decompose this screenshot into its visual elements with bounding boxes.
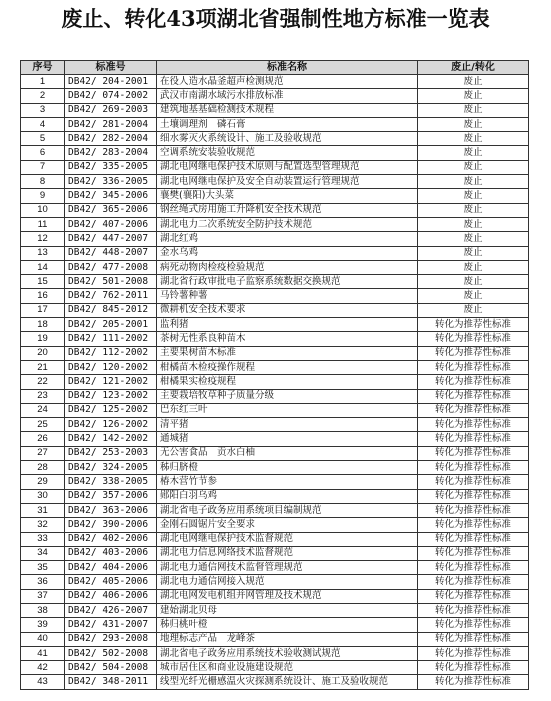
table-row xyxy=(21,117,529,131)
table-row xyxy=(21,646,529,660)
status-cell: 废止 xyxy=(418,289,529,303)
table-row xyxy=(21,203,529,217)
row-index: 6 xyxy=(21,146,65,160)
row-index: 35 xyxy=(21,561,65,575)
standard-name: 湖北省行政审批电子监察系统数据交换规范 xyxy=(157,275,418,289)
table-row xyxy=(21,661,529,675)
status-cell: 废止 xyxy=(418,132,529,146)
row-index: 32 xyxy=(21,518,65,532)
standard-name: 土壤调理剂 磷石膏 xyxy=(157,117,418,131)
table-row xyxy=(21,503,529,517)
row-index: 18 xyxy=(21,318,65,332)
row-index: 34 xyxy=(21,546,65,560)
page-title: 废止、转化43项湖北省强制性地方标准一览表 xyxy=(61,6,490,31)
standards-table xyxy=(20,60,529,690)
standard-number: DB42/ 501-2008 xyxy=(65,275,157,289)
standard-name: 湖北电力信息网络技术监督规范 xyxy=(157,546,418,560)
standard-name: 襄樊(襄阳)大头菜 xyxy=(157,189,418,203)
table-row xyxy=(21,475,529,489)
table-row xyxy=(21,461,529,475)
status-cell: 转化为推荐性标准 xyxy=(418,661,529,675)
row-index: 20 xyxy=(21,346,65,360)
standard-number: DB42/ 123-2002 xyxy=(65,389,157,403)
standard-name: 清平猪 xyxy=(157,418,418,432)
row-index: 10 xyxy=(21,203,65,217)
standard-number: DB42/ 477-2008 xyxy=(65,260,157,274)
standard-name: 秭归桃叶橙 xyxy=(157,618,418,632)
table-row xyxy=(21,246,529,260)
standard-name: 通城猪 xyxy=(157,432,418,446)
table-row xyxy=(21,75,529,89)
standard-number: DB42/ 269-2003 xyxy=(65,103,157,117)
standard-number: DB42/ 074-2002 xyxy=(65,89,157,103)
standard-name: 湖北电网发电机组并网管理及技术规范 xyxy=(157,589,418,603)
table-row xyxy=(21,375,529,389)
table-row xyxy=(21,360,529,374)
row-index: 11 xyxy=(21,217,65,231)
table-row xyxy=(21,403,529,417)
standard-name: 湖北红鸡 xyxy=(157,232,418,246)
table-row xyxy=(21,275,529,289)
status-cell: 转化为推荐性标准 xyxy=(418,403,529,417)
standard-name: 主要果树苗木标准 xyxy=(157,346,418,360)
header-index: 序号 xyxy=(21,61,65,75)
standard-name: 武汉市南湖水域污水排放标准 xyxy=(157,89,418,103)
row-index: 3 xyxy=(21,103,65,117)
row-index: 17 xyxy=(21,303,65,317)
standard-number: DB42/ 504-2008 xyxy=(65,661,157,675)
status-cell: 转化为推荐性标准 xyxy=(418,475,529,489)
header-status: 废止/转化 xyxy=(418,61,529,75)
status-cell: 废止 xyxy=(418,217,529,231)
standard-name: 主要栽培牧草种子质量分级 xyxy=(157,389,418,403)
table-row xyxy=(21,432,529,446)
status-cell: 转化为推荐性标准 xyxy=(418,618,529,632)
row-index: 9 xyxy=(21,189,65,203)
row-index: 27 xyxy=(21,446,65,460)
row-index: 15 xyxy=(21,275,65,289)
row-index: 33 xyxy=(21,532,65,546)
status-cell: 转化为推荐性标准 xyxy=(418,603,529,617)
standard-number: DB42/ 253-2003 xyxy=(65,446,157,460)
row-index: 39 xyxy=(21,618,65,632)
status-cell: 转化为推荐性标准 xyxy=(418,632,529,646)
standard-number: DB42/ 282-2004 xyxy=(65,132,157,146)
standard-number: DB42/ 447-2007 xyxy=(65,232,157,246)
standard-number: DB42/ 762-2011 xyxy=(65,289,157,303)
row-index: 29 xyxy=(21,475,65,489)
row-index: 13 xyxy=(21,246,65,260)
row-index: 30 xyxy=(21,489,65,503)
row-index: 24 xyxy=(21,403,65,417)
table-row xyxy=(21,589,529,603)
status-cell: 废止 xyxy=(418,175,529,189)
status-cell: 废止 xyxy=(418,189,529,203)
standard-name: 钢丝绳式房用施工升降机安全技术规范 xyxy=(157,203,418,217)
standard-name: 在役人造水晶釜超声检测规范 xyxy=(157,75,418,89)
standard-number: DB42/ 502-2008 xyxy=(65,646,157,660)
status-cell: 废止 xyxy=(418,75,529,89)
status-cell: 转化为推荐性标准 xyxy=(418,575,529,589)
table-row xyxy=(21,561,529,575)
row-index: 8 xyxy=(21,175,65,189)
standard-name: 巴东红三叶 xyxy=(157,403,418,417)
standard-name: 茶树无性系良种苗木 xyxy=(157,332,418,346)
status-cell: 废止 xyxy=(418,203,529,217)
status-cell: 转化为推荐性标准 xyxy=(418,346,529,360)
standard-name: 湖北电力通信网接入规范 xyxy=(157,575,418,589)
standard-number: DB42/ 390-2006 xyxy=(65,518,157,532)
standard-name: 湖北电网继电保护技术原则与配置选型管理规范 xyxy=(157,160,418,174)
standard-number: DB42/ 120-2002 xyxy=(65,360,157,374)
status-cell: 转化为推荐性标准 xyxy=(418,503,529,517)
standard-number: DB42/ 335-2005 xyxy=(65,160,157,174)
table-row xyxy=(21,532,529,546)
status-cell: 转化为推荐性标准 xyxy=(418,418,529,432)
standard-name: 空调系统安装验收规范 xyxy=(157,146,418,160)
status-cell: 转化为推荐性标准 xyxy=(418,646,529,660)
standard-number: DB42/ 404-2006 xyxy=(65,561,157,575)
row-index: 1 xyxy=(21,75,65,89)
table-row xyxy=(21,175,529,189)
standard-name: 湖北省电子政务应用系统技术验收测试规范 xyxy=(157,646,418,660)
standard-name: 金刚石圆锯片安全要求 xyxy=(157,518,418,532)
table-row xyxy=(21,318,529,332)
status-cell: 废止 xyxy=(418,103,529,117)
status-cell: 废止 xyxy=(418,275,529,289)
standard-number: DB42/ 406-2006 xyxy=(65,589,157,603)
table-row xyxy=(21,132,529,146)
standard-number: DB42/ 283-2004 xyxy=(65,146,157,160)
status-cell: 转化为推荐性标准 xyxy=(418,561,529,575)
standard-number: DB42/ 293-2008 xyxy=(65,632,157,646)
standard-number: DB42/ 403-2006 xyxy=(65,546,157,560)
status-cell: 转化为推荐性标准 xyxy=(418,489,529,503)
status-cell: 转化为推荐性标准 xyxy=(418,461,529,475)
standard-name: 马铃薯种薯 xyxy=(157,289,418,303)
standard-name: 城市居住区和商业设施建设规范 xyxy=(157,661,418,675)
row-index: 42 xyxy=(21,661,65,675)
status-cell: 转化为推荐性标准 xyxy=(418,389,529,403)
status-cell: 废止 xyxy=(418,117,529,131)
standard-name: 建始湖北贝母 xyxy=(157,603,418,617)
standard-number: DB42/ 142-2002 xyxy=(65,432,157,446)
row-index: 2 xyxy=(21,89,65,103)
standard-number: DB42/ 204-2001 xyxy=(65,75,157,89)
standard-name: 椿木营竹节参 xyxy=(157,475,418,489)
table-row xyxy=(21,289,529,303)
status-cell: 废止 xyxy=(418,146,529,160)
standard-number: DB42/ 402-2006 xyxy=(65,532,157,546)
standard-number: DB42/ 112-2002 xyxy=(65,346,157,360)
status-cell: 废止 xyxy=(418,89,529,103)
standard-number: DB42/ 205-2001 xyxy=(65,318,157,332)
table-row xyxy=(21,232,529,246)
table-row xyxy=(21,103,529,117)
standard-name: 病死动物肉检疫检验规范 xyxy=(157,260,418,274)
table-body xyxy=(21,75,529,690)
standard-number: DB42/ 405-2006 xyxy=(65,575,157,589)
row-index: 5 xyxy=(21,132,65,146)
row-index: 19 xyxy=(21,332,65,346)
standard-number: DB42/ 338-2005 xyxy=(65,475,157,489)
standard-number: DB42/ 121-2002 xyxy=(65,375,157,389)
standard-number: DB42/ 363-2006 xyxy=(65,503,157,517)
header-standard-name: 标准名称 xyxy=(157,61,418,75)
status-cell: 转化为推荐性标准 xyxy=(418,446,529,460)
status-cell: 转化为推荐性标准 xyxy=(418,589,529,603)
row-index: 23 xyxy=(21,389,65,403)
standard-number: DB42/ 126-2002 xyxy=(65,418,157,432)
standard-name: 微耕机安全技术要求 xyxy=(157,303,418,317)
standard-number: DB42/ 407-2006 xyxy=(65,217,157,231)
table-row xyxy=(21,603,529,617)
table-header xyxy=(21,61,529,75)
row-index: 40 xyxy=(21,632,65,646)
standard-number: DB42/ 365-2006 xyxy=(65,203,157,217)
table-row xyxy=(21,389,529,403)
header-row xyxy=(21,61,529,75)
row-index: 26 xyxy=(21,432,65,446)
row-index: 22 xyxy=(21,375,65,389)
row-index: 7 xyxy=(21,160,65,174)
table-row xyxy=(21,260,529,274)
row-index: 21 xyxy=(21,360,65,374)
status-cell: 转化为推荐性标准 xyxy=(418,360,529,374)
status-cell: 转化为推荐性标准 xyxy=(418,432,529,446)
row-index: 14 xyxy=(21,260,65,274)
standard-number: DB42/ 281-2004 xyxy=(65,117,157,131)
standard-name: 金水乌鸡 xyxy=(157,246,418,260)
standard-name: 建筑地基基础检测技术规程 xyxy=(157,103,418,117)
row-index: 16 xyxy=(21,289,65,303)
standard-name: 线型光纤光栅感温火灾探测系统设计、施工及验收规范 xyxy=(157,675,418,689)
table-row xyxy=(21,618,529,632)
standard-name: 湖北电力二次系统安全防护技术规范 xyxy=(157,217,418,231)
standard-name: 柑橘果实检疫规程 xyxy=(157,375,418,389)
status-cell: 转化为推荐性标准 xyxy=(418,546,529,560)
row-index: 25 xyxy=(21,418,65,432)
status-cell: 转化为推荐性标准 xyxy=(418,332,529,346)
table-row xyxy=(21,89,529,103)
status-cell: 转化为推荐性标准 xyxy=(418,318,529,332)
status-cell: 转化为推荐性标准 xyxy=(418,375,529,389)
row-index: 43 xyxy=(21,675,65,689)
row-index: 12 xyxy=(21,232,65,246)
table-row xyxy=(21,217,529,231)
standard-name: 监利猪 xyxy=(157,318,418,332)
standard-name: 湖北电网继电保护技术监督规范 xyxy=(157,532,418,546)
table-row xyxy=(21,160,529,174)
table-row xyxy=(21,632,529,646)
table-row xyxy=(21,146,529,160)
table-row xyxy=(21,518,529,532)
header-standard-number: 标准号 xyxy=(65,61,157,75)
row-index: 41 xyxy=(21,646,65,660)
row-index: 28 xyxy=(21,461,65,475)
table-row xyxy=(21,489,529,503)
standard-name: 地理标志产品 龙峰茶 xyxy=(157,632,418,646)
table-row xyxy=(21,418,529,432)
row-index: 31 xyxy=(21,503,65,517)
table-row xyxy=(21,575,529,589)
status-cell: 废止 xyxy=(418,246,529,260)
standard-name: 柑橘苗木检疫操作规程 xyxy=(157,360,418,374)
row-index: 38 xyxy=(21,603,65,617)
row-index: 4 xyxy=(21,117,65,131)
table-row xyxy=(21,346,529,360)
status-cell: 废止 xyxy=(418,260,529,274)
standard-number: DB42/ 111-2002 xyxy=(65,332,157,346)
standard-number: DB42/ 125-2002 xyxy=(65,403,157,417)
status-cell: 废止 xyxy=(418,232,529,246)
table-row xyxy=(21,675,529,689)
table-row xyxy=(21,546,529,560)
table-row xyxy=(21,189,529,203)
table-row xyxy=(21,303,529,317)
status-cell: 转化为推荐性标准 xyxy=(418,532,529,546)
standard-number: DB42/ 348-2011 xyxy=(65,675,157,689)
standard-number: DB42/ 845-2012 xyxy=(65,303,157,317)
standard-number: DB42/ 431-2007 xyxy=(65,618,157,632)
standard-name: 细水雾灭火系统设计、施工及验收规范 xyxy=(157,132,418,146)
standard-number: DB42/ 426-2007 xyxy=(65,603,157,617)
row-index: 36 xyxy=(21,575,65,589)
status-cell: 转化为推荐性标准 xyxy=(418,518,529,532)
status-cell: 转化为推荐性标准 xyxy=(418,675,529,689)
standard-name: 湖北电力通信网技术监督管理规范 xyxy=(157,561,418,575)
standard-name: 湖北电网继电保护及安全自动装置运行管理规范 xyxy=(157,175,418,189)
standard-name: 湖北省电子政务应用系统项目编制规范 xyxy=(157,503,418,517)
standard-number: DB42/ 345-2006 xyxy=(65,189,157,203)
table-row xyxy=(21,446,529,460)
row-index: 37 xyxy=(21,589,65,603)
standard-name: 郧阳白羽乌鸡 xyxy=(157,489,418,503)
standard-name: 秭归脐橙 xyxy=(157,461,418,475)
table-row xyxy=(21,332,529,346)
standard-number: DB42/ 357-2006 xyxy=(65,489,157,503)
standard-number: DB42/ 336-2005 xyxy=(65,175,157,189)
standard-name: 无公害食品 贡水白柚 xyxy=(157,446,418,460)
standard-number: DB42/ 324-2005 xyxy=(65,461,157,475)
status-cell: 废止 xyxy=(418,303,529,317)
status-cell: 废止 xyxy=(418,160,529,174)
standard-number: DB42/ 448-2007 xyxy=(65,246,157,260)
